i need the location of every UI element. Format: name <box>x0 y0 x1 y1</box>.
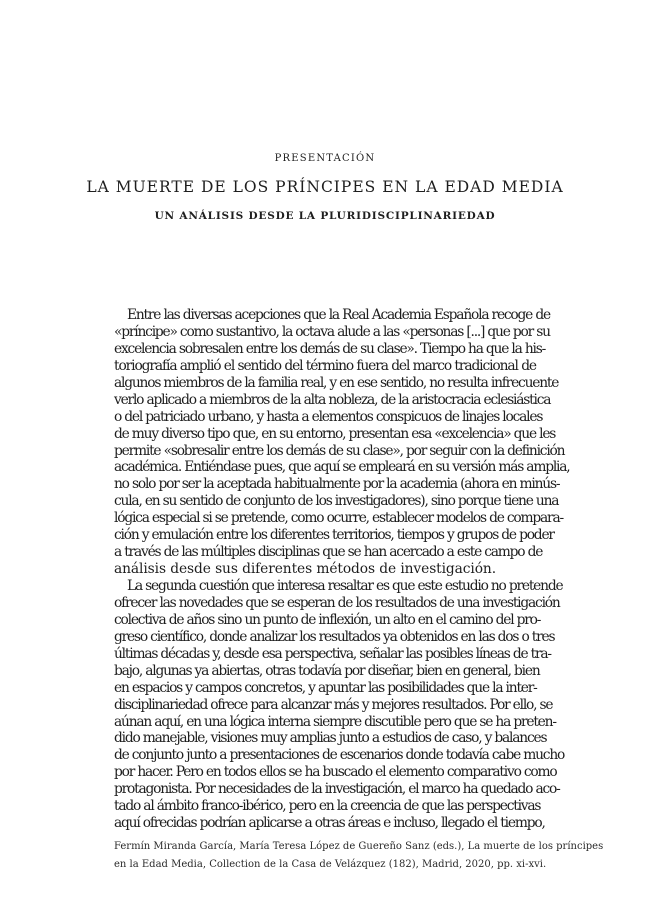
text-line: permite «sobresalir entre los demás de su clase», por seguir con la definición <box>114 442 565 459</box>
body-text <box>114 307 570 832</box>
page-subtitle: UN ANÁLISIS DESDE LA PLURIDISCIPLINARIEDAD <box>154 210 496 222</box>
text-line: a través de las múltiples disciplinas que se han acercado a este campo de <box>114 544 543 561</box>
text-line: protagonista. Por necesidades de la investigación, el marco ha quedado aco- <box>114 781 560 798</box>
text-line: algunos miembros de la familia real, y en ese sentido, no resulta infrecuente <box>114 374 559 391</box>
text-line: colectiva de años sino un punto de inflexión, un alto en el camino del pro- <box>114 611 541 628</box>
text-line: verlo aplicado a miembros de la alta nobleza, de la aristocracia eclesiástica <box>114 391 551 408</box>
footnote-line: Fermín Miranda García, María Teresa López de Guereño Sanz (eds.), La muerte de los príncipes <box>114 841 604 852</box>
text-line: no solo por ser la aceptada habitualmente por la academia (ahora en minús- <box>114 476 560 493</box>
text-line: toriografía amplió el sentido del término fuera del marco tradicional de <box>114 357 536 374</box>
text-line: análisis desde sus diferentes métodos de investigación. <box>114 561 497 578</box>
footnote-line: en la Edad Media, Collection de la Casa de Velázquez (182), Madrid, 2020, pp. xi-xvi. <box>114 859 547 870</box>
text-line: ción y emulación entre los diferentes territorios, tiempos y grupos de poder <box>114 527 554 544</box>
text-line: en espacios y campos concretos, y apuntar las posibilidades que la inter- <box>114 679 537 696</box>
text-line: académica. Entiéndase pues, que aquí se empleará en su versión más amplia, <box>114 459 570 476</box>
page-title: LA MUERTE DE LOS PRÍNCIPES EN LA EDAD MEDIA <box>86 178 564 196</box>
text-line: aquí ofrecidas podrían aplicarse a otras áreas e incluso, llegado el tiempo, <box>114 815 545 832</box>
text-line: La segunda cuestión que interesa resaltar es que este estudio no pretende <box>127 578 563 594</box>
text-line: bajo, algunas ya abiertas, otras todavía por diseñar, bien en general, bien <box>114 662 540 679</box>
text-line: cula, en su sentido de conjunto de los investigadores), sino porque tiene una <box>114 493 559 510</box>
text-line: últimas décadas y, desde esa perspectiva, señalar las posibles líneas de tra- <box>114 645 551 662</box>
text-line: dido manejable, visiones muy amplias junto a estudios de caso, y balances <box>114 730 547 747</box>
text-line: o del patriciado urbano, y hasta a elementos conspicuos de linajes locales <box>114 408 543 425</box>
text-line: excelencia sobresalen entre los demás de su clase». Tiempo ha que la his- <box>114 340 546 357</box>
text-line: greso científico, donde analizar los resultados ya obtenidos en las dos o tres <box>114 628 555 645</box>
text-line: por hacer. Pero en todos ellos se ha buscado el elemento comparativo como <box>114 764 557 781</box>
text-line: aúnan aquí, en una lógica interna siempre discutible pero que se ha preten- <box>114 713 556 730</box>
text-line: ofrecer las novedades que se esperan de los resultados de una investigación <box>114 594 560 611</box>
text-line: tado al ámbito franco-ibérico, pero en la creencia de que las perspectivas <box>114 798 541 815</box>
text-line: Entre las diversas acepciones que la Real Academia Española recoge de <box>127 307 550 323</box>
text-line: lógica especial si se pretende, como ocurre, establecer modelos de compara- <box>114 510 563 527</box>
text-line: de conjunto junto a presentaciones de escenarios donde todavía cabe mucho <box>114 747 565 764</box>
section-kicker: PRESENTACIÓN <box>274 153 376 164</box>
text-line: «príncipe» como sustantivo, la octava alude a las «personas [...] que por su <box>114 323 550 340</box>
text-line: de muy diverso tipo que, en su entorno, presentan esa «excelencia» que les <box>114 425 556 442</box>
text-line: disciplinariedad ofrece para alcanzar más y mejores resultados. Por ello, se <box>114 696 553 713</box>
citation-footnote <box>114 838 604 874</box>
